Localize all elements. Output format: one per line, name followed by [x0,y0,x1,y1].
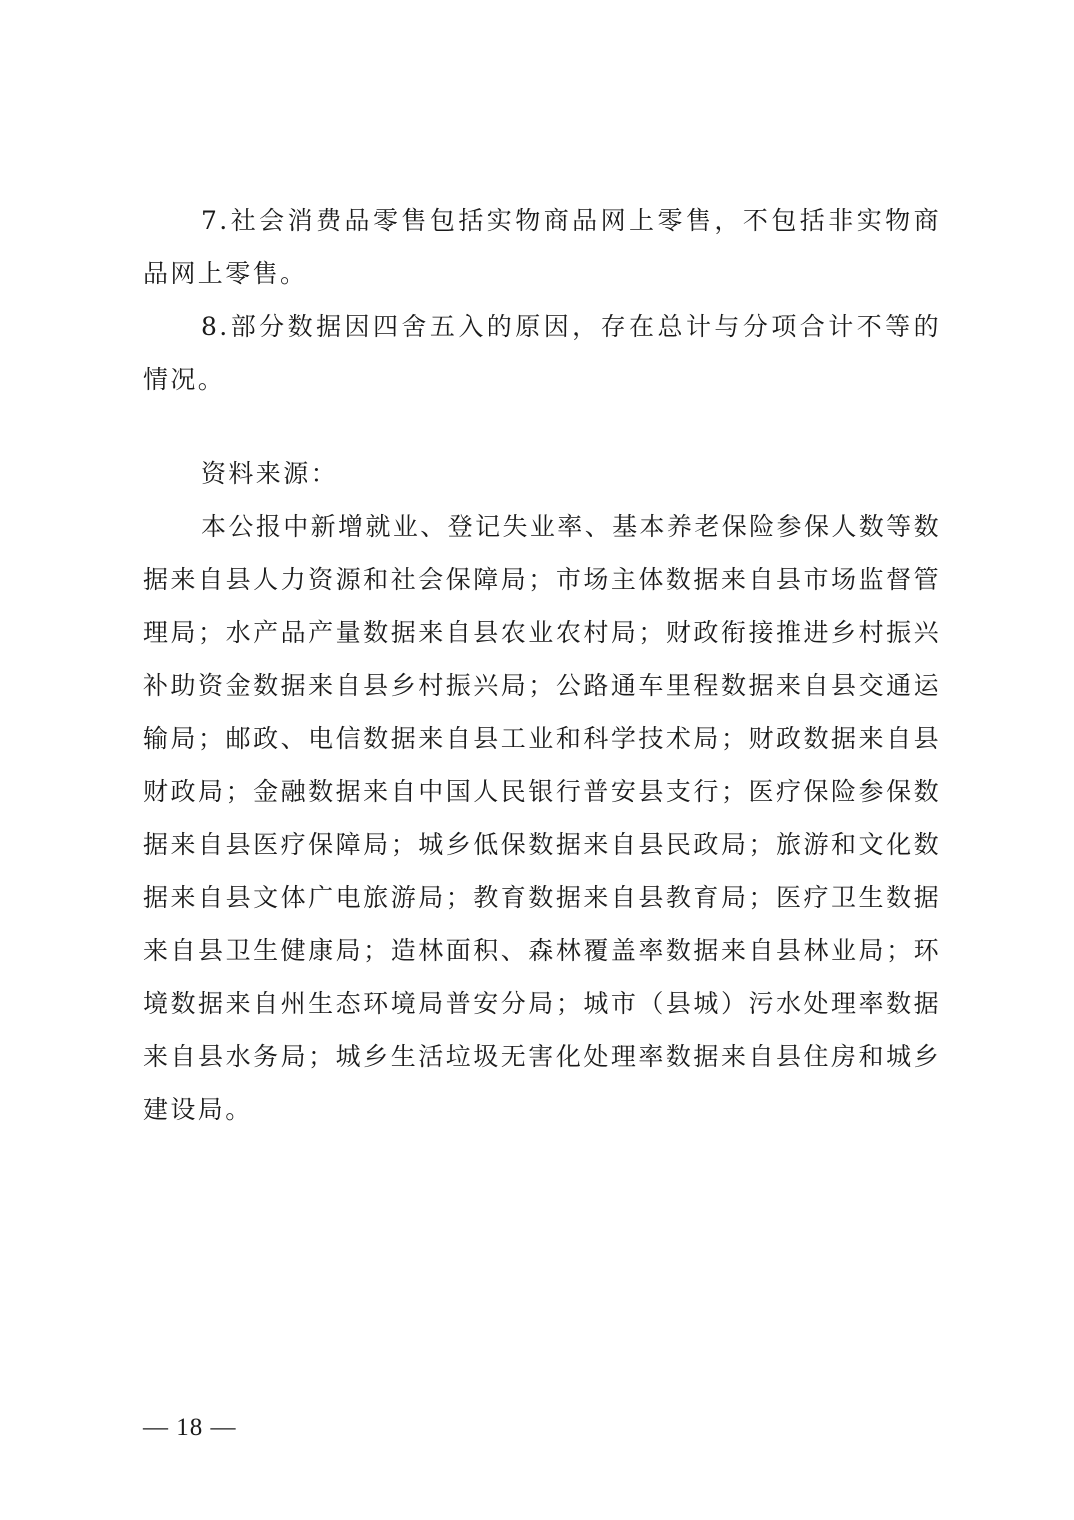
sources-heading: 资料来源： [201,459,339,488]
page-number: — 18 — [143,1414,237,1441]
note-item-8: 8.部分数据因四舍五入的原因，存在总计与分项合计不等的情况。 [143,312,941,394]
note-item-7: 7.社会消费品零售包括实物商品网上零售，不包括非实物商品网上零售。 [143,206,941,288]
sources-paragraph: 本公报中新增就业、登记失业率、基本养老保险参保人数等数据来自县人力资源和社会保障局；市场主体数据来自县市场监督管理局；水产品产量数据来自县农业农村局；财政衔接推进乡村振兴补助资金数据来自县乡村振兴局；公路通车里程数据来自县交通运输局；邮政、电信数据来自县工业和科学技术局；财政数据来自县财政局；金融数据来自中国人民银行普安县支行；医疗保险参保数据来自县医疗保障局；城乡低保数据来自县民政局；旅游和文化数据来自县文体广电旅游局；教育数据来自县教育局；医疗卫生数据来自县卫生健康局；造林面积、森林覆盖率数据来自县林业局；环境数据来自州生态环境局普安分局；城市（县城）污水处理率数据来自县水务局；城乡生活垃圾无害化处理率数据来自县住房和城乡建设局。 [143,512,941,1124]
